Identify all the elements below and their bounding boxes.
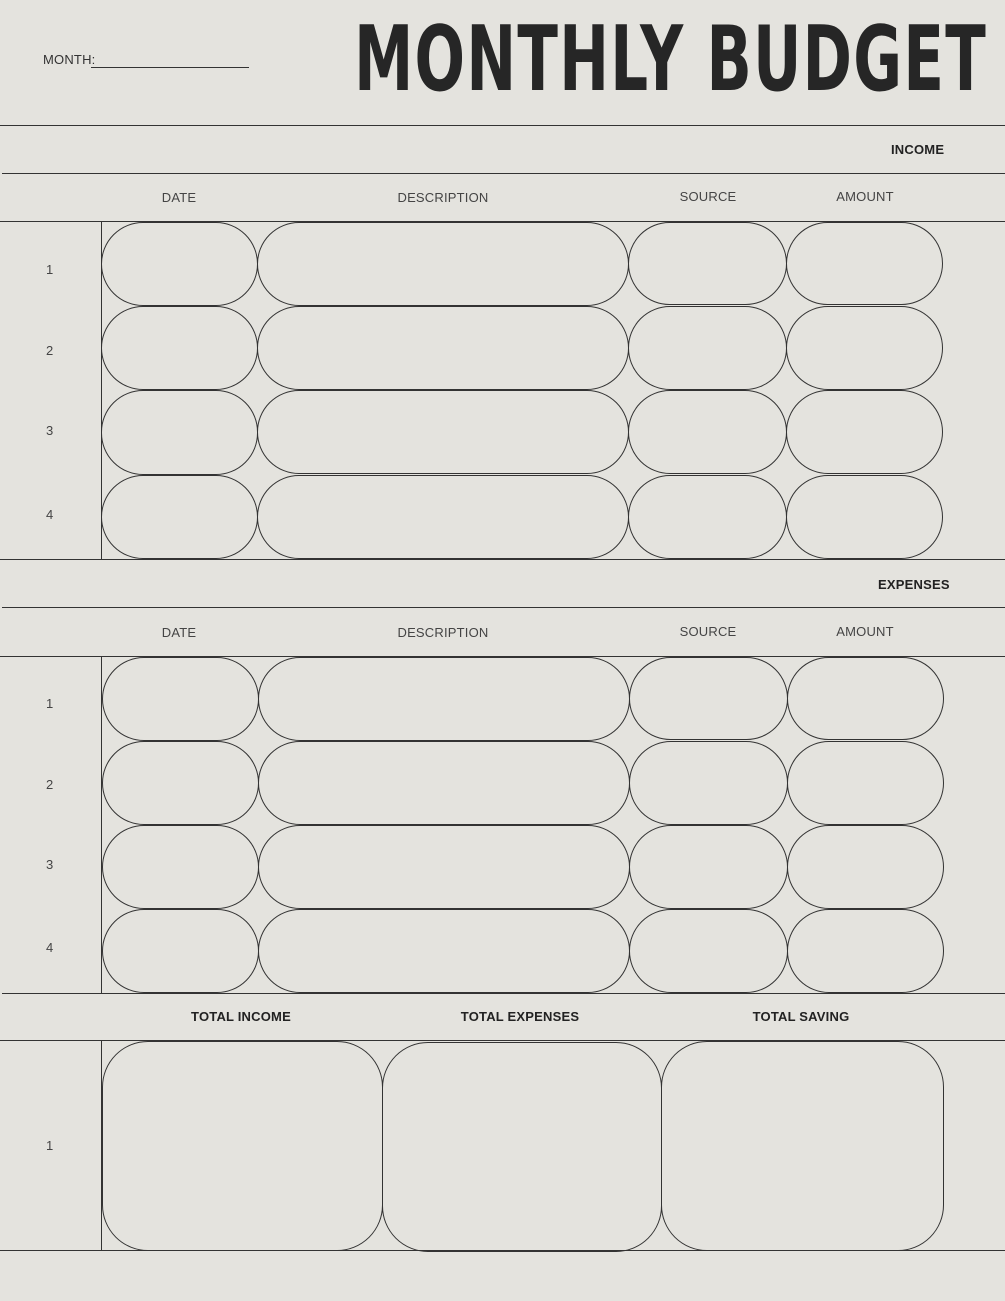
divider xyxy=(0,125,1005,126)
income-amount-field[interactable] xyxy=(786,390,943,474)
expenses-amount-field[interactable] xyxy=(787,657,944,740)
total-expenses-field[interactable] xyxy=(382,1042,662,1252)
total-saving-label: TOTAL SAVING xyxy=(752,1009,850,1024)
income-row-number: 2 xyxy=(46,343,54,358)
income-col-source: SOURCE xyxy=(679,189,737,204)
income-description-field[interactable] xyxy=(257,306,629,390)
income-description-field[interactable] xyxy=(257,222,629,306)
expenses-col-source: SOURCE xyxy=(679,624,737,639)
expenses-description-field[interactable] xyxy=(258,825,630,909)
income-description-field[interactable] xyxy=(257,390,629,474)
expenses-row-number: 4 xyxy=(46,940,54,955)
expenses-date-field[interactable] xyxy=(102,825,259,909)
expenses-date-field[interactable] xyxy=(102,909,259,993)
expenses-row-number: 1 xyxy=(46,696,54,711)
income-row-number: 4 xyxy=(46,507,54,522)
expenses-row-number: 3 xyxy=(46,857,54,872)
income-row-number: 3 xyxy=(46,423,54,438)
income-date-field[interactable] xyxy=(101,306,258,390)
divider xyxy=(2,607,1005,608)
income-amount-field[interactable] xyxy=(786,222,943,305)
income-description-field[interactable] xyxy=(257,475,629,559)
total-income-field[interactable] xyxy=(102,1041,383,1251)
expenses-description-field[interactable] xyxy=(258,909,630,993)
month-label: MONTH: xyxy=(43,52,96,67)
expenses-amount-field[interactable] xyxy=(787,825,944,909)
expenses-source-field[interactable] xyxy=(629,909,788,993)
page-title: MONTHLY BUDGET xyxy=(354,7,987,112)
expenses-description-field[interactable] xyxy=(258,741,630,825)
income-date-field[interactable] xyxy=(101,390,258,475)
income-date-field[interactable] xyxy=(101,222,258,306)
divider xyxy=(2,173,1005,174)
income-source-field[interactable] xyxy=(628,306,787,390)
income-amount-field[interactable] xyxy=(786,475,943,559)
expenses-col-date: DATE xyxy=(161,625,197,640)
income-col-amount: AMOUNT xyxy=(836,189,894,204)
divider xyxy=(0,559,1005,560)
expenses-date-field[interactable] xyxy=(102,657,259,741)
total-saving-field[interactable] xyxy=(661,1041,944,1251)
expenses-source-field[interactable] xyxy=(629,825,788,909)
total-expenses-label: TOTAL EXPENSES xyxy=(460,1009,580,1024)
expenses-section-label: EXPENSES xyxy=(878,577,950,592)
income-date-field[interactable] xyxy=(101,475,258,559)
expenses-amount-field[interactable] xyxy=(787,741,944,825)
total-income-label: TOTAL INCOME xyxy=(191,1009,291,1024)
expenses-source-field[interactable] xyxy=(629,657,788,740)
expenses-col-amount: AMOUNT xyxy=(836,624,894,639)
expenses-date-field[interactable] xyxy=(102,741,259,825)
expenses-row-number: 2 xyxy=(46,777,54,792)
income-section-label: INCOME xyxy=(891,142,945,157)
totals-row-number: 1 xyxy=(46,1138,54,1153)
income-col-date: DATE xyxy=(161,190,197,205)
month-input-line[interactable] xyxy=(91,67,249,68)
income-row-number: 1 xyxy=(46,262,54,277)
divider xyxy=(2,993,1005,994)
expenses-description-field[interactable] xyxy=(258,657,630,741)
income-col-description: DESCRIPTION xyxy=(397,190,489,205)
expenses-source-field[interactable] xyxy=(629,741,788,825)
expenses-col-description: DESCRIPTION xyxy=(397,625,489,640)
income-amount-field[interactable] xyxy=(786,306,943,390)
income-source-field[interactable] xyxy=(628,390,787,474)
expenses-amount-field[interactable] xyxy=(787,909,944,993)
income-source-field[interactable] xyxy=(628,222,787,305)
income-source-field[interactable] xyxy=(628,475,787,559)
